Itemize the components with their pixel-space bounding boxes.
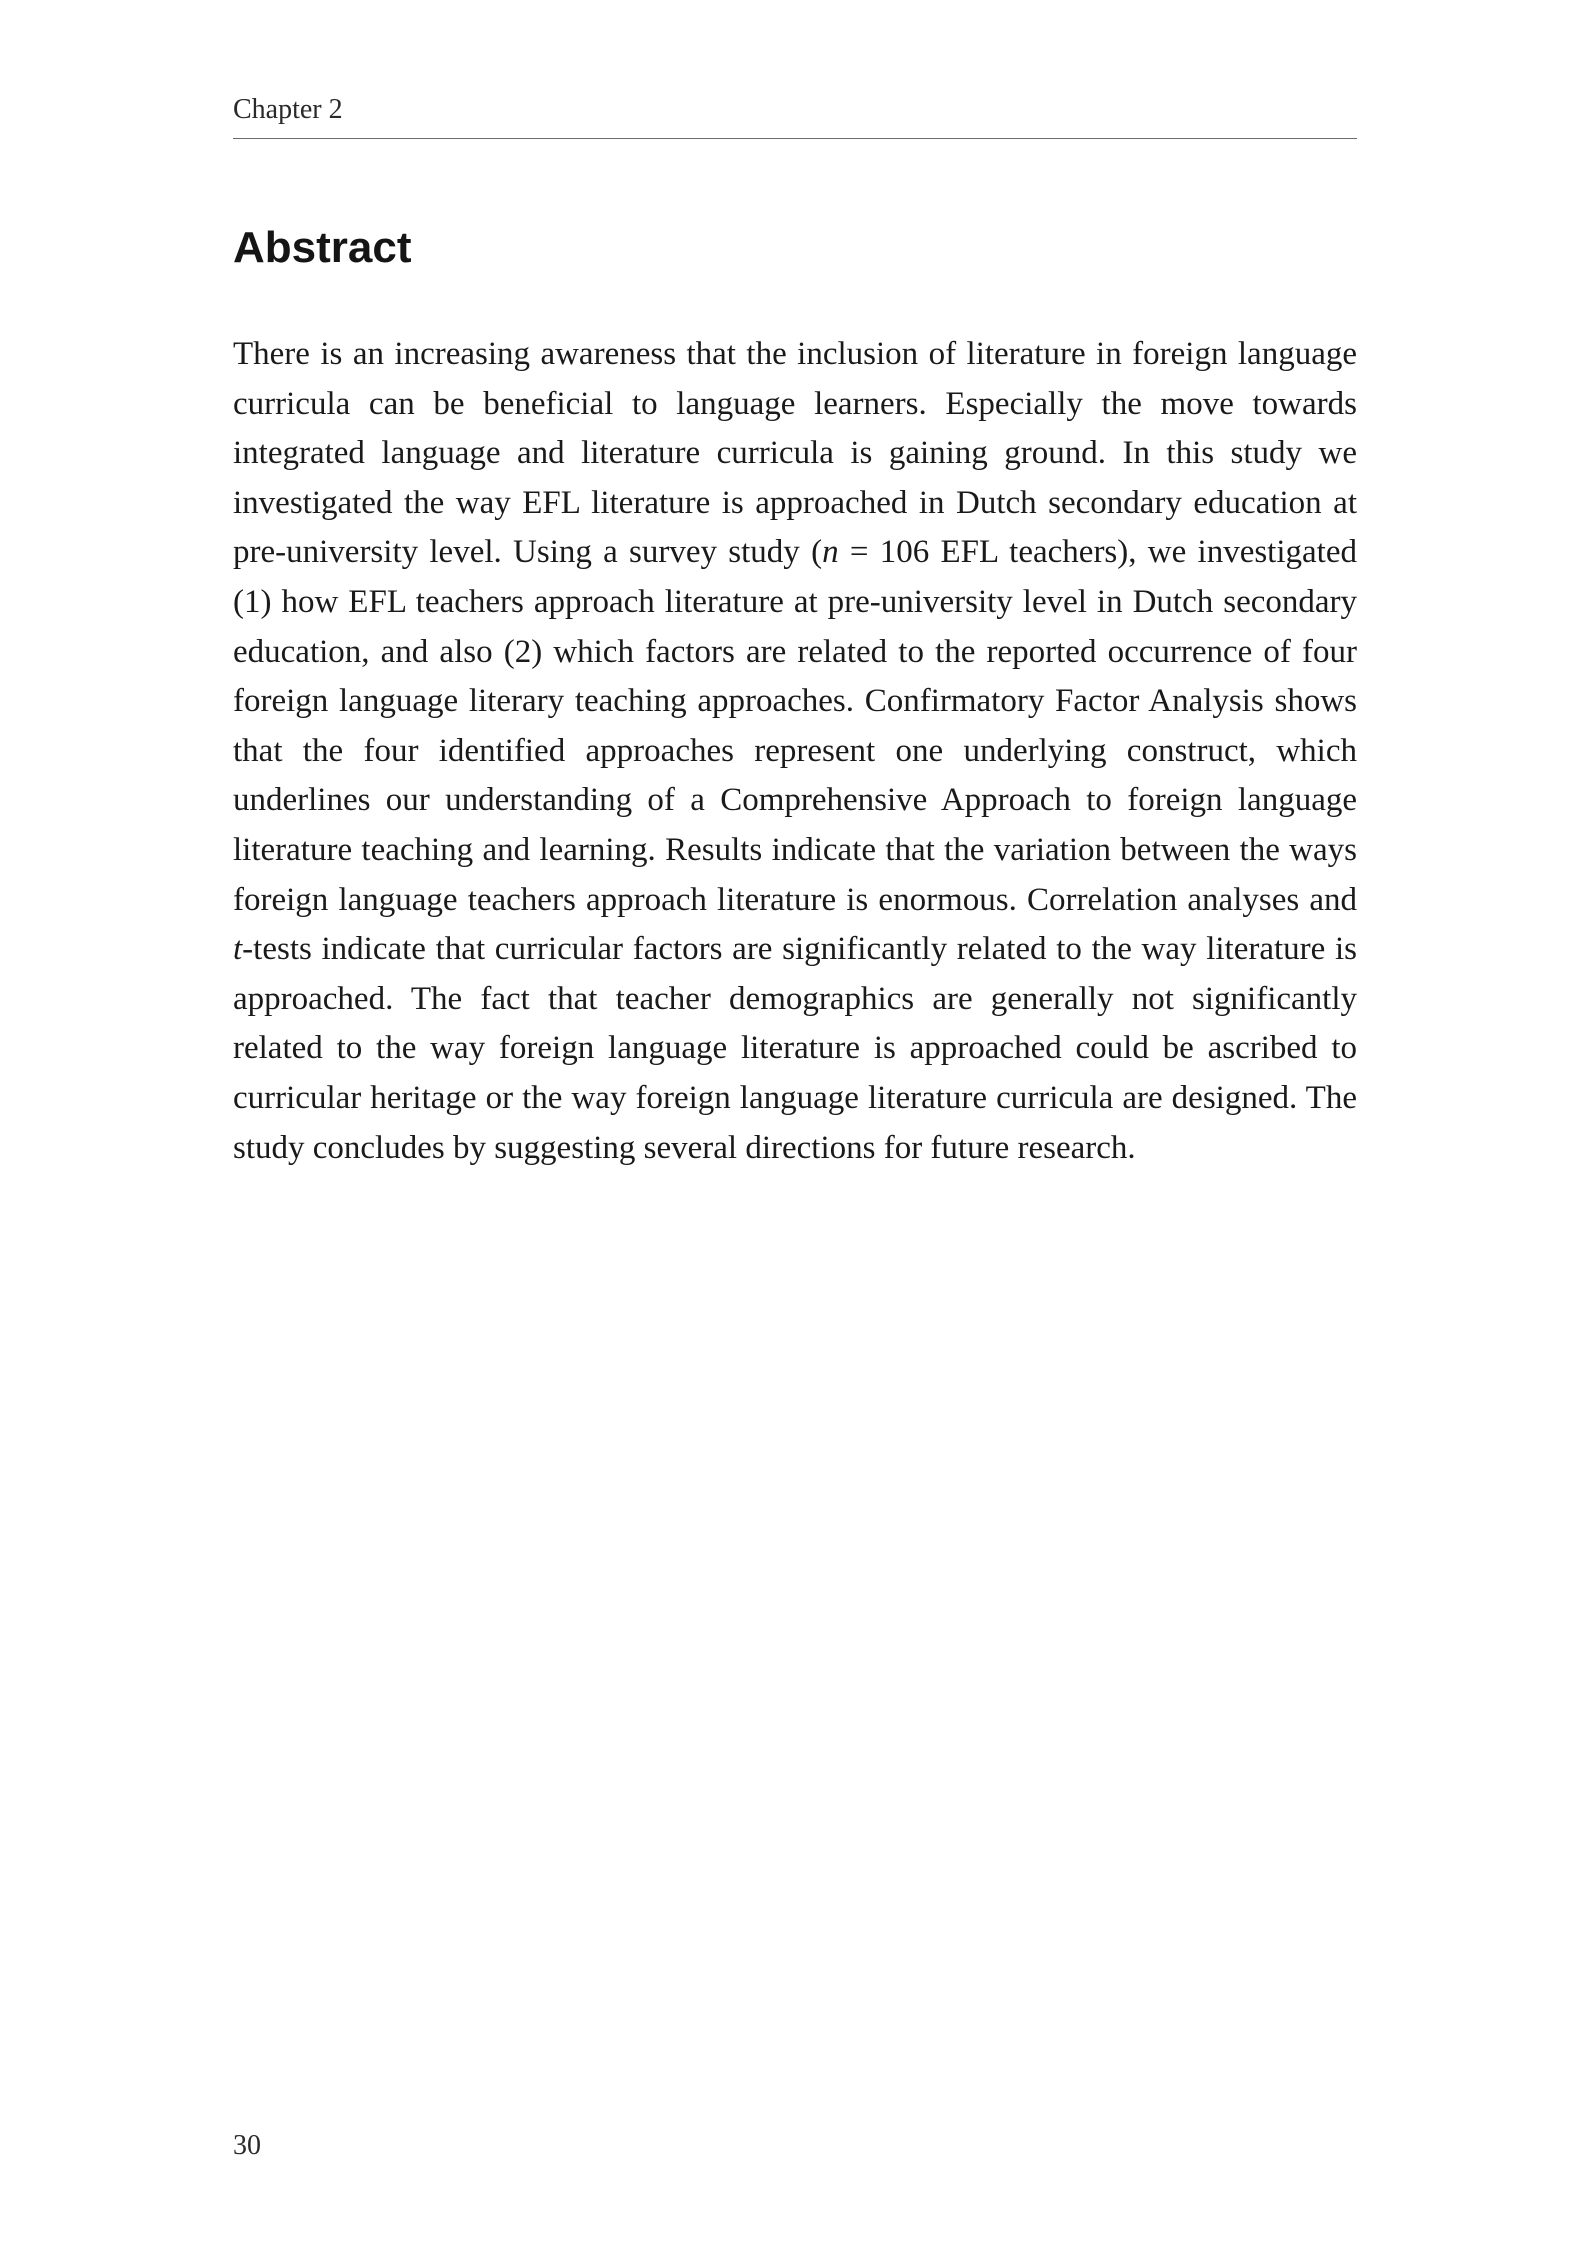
page-number: 30	[233, 2130, 261, 2161]
abstract-italic-n: n	[822, 534, 839, 571]
abstract-text	[233, 330, 1357, 1173]
running-title: Chapter 2	[233, 94, 343, 125]
abstract-text-segment: = 106 EFL teachers), we investigated (1) how EFL teachers approach literature at pre-university level in Dutch secondary education, and also (2) which factors are related to the reported occurrence of four foreign language literary teaching approaches. Confirmatory Factor Analysis shows that the four identified approaches represent one underlying construct, which underlines our understanding of a Comprehensive Approach to foreign language literature teaching and learning. Results indicate that the variation between the ways foreign language teachers approach literature is enormous. Correlation analyses and	[233, 534, 1357, 918]
running-header	[233, 92, 1357, 139]
abstract-text-segment: There is an increasing awareness that the inclusion of literature in foreign language curricula can be beneficial to language learners. Especially the move towards integrated language and literature curricula is gaining ground. In this study we investigated the way EFL literature is approached in Dutch secondary education at pre-university level. Using a survey study (	[233, 336, 1357, 571]
section-heading: Abstract	[233, 223, 412, 272]
abstract-italic-t: t	[233, 931, 243, 968]
abstract-text-segment: -tests indicate that curricular factors are significantly related to the way literature is approached. The fact that teacher demographics are generally not significantly related to the way foreign language literature is approached could be ascribed to curricular heritage or the way foreign language literature curricula are designed. The study concludes by suggesting several directions for future research.	[233, 931, 1357, 1166]
